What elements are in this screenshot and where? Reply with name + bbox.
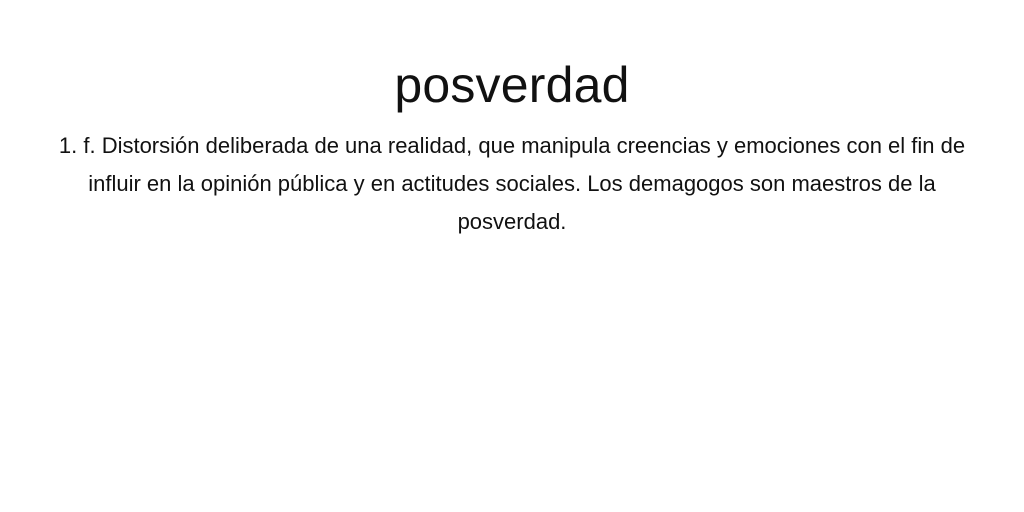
definition-text: 1. f. Distorsión deliberada de una realidad, que manipula creencias y emociones con el fin de influir en la opinión pública y en actitudes sociales. Los demagogos son maestros de la posverdad.	[58, 133, 966, 234]
headword-title: posverdad	[394, 57, 630, 113]
